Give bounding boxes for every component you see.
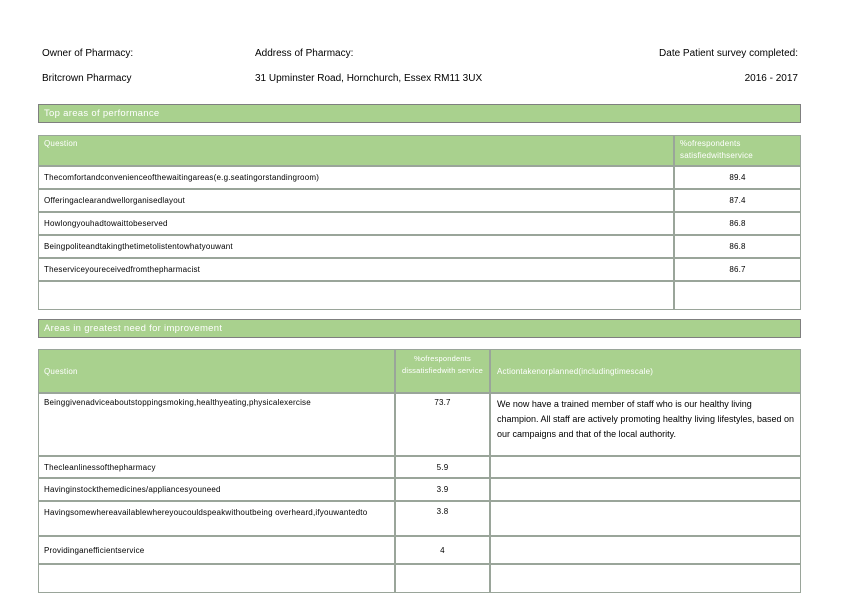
table-row-value: 89.4 <box>674 166 801 189</box>
table-row-action: We now have a trained member of staff who is our healthy living champion. All staff are actively promoting healthy living lifestyles, based on our campaigns and that of the local authority. <box>490 393 801 456</box>
table-row-action <box>490 456 801 478</box>
table-row-question: Havingsomewhereavailablewhereyoucouldspeakwithoutbeing overheard,ifyouwantedto <box>38 501 395 536</box>
table-row-value: 4 <box>395 536 490 564</box>
address-value: 31 Upminster Road, Hornchurch, Essex RM11 3UX <box>255 73 483 84</box>
owner-label: Owner of Pharmacy: <box>42 48 134 59</box>
improve-col-percent: %ofrespondents dissatisfiedwith service <box>395 349 490 393</box>
date-label: Date Patient survey completed: <box>659 48 798 59</box>
table-row-value: 3.8 <box>395 501 490 536</box>
table-row-value: 3.9 <box>395 478 490 501</box>
table-row-question: Theserviceyoureceivedfromthepharmacist <box>38 258 674 281</box>
empty-cell <box>38 564 395 593</box>
table-row-value: 86.8 <box>674 235 801 258</box>
table-row-question: Howlongyouhadtowaittobeserved <box>38 212 674 235</box>
top-col-question: Question <box>38 135 674 166</box>
owner-value: Britcrown Pharmacy <box>42 73 132 84</box>
top-areas-title: Top areas of performance <box>38 104 801 123</box>
empty-cell <box>38 281 674 310</box>
table-row-value: 86.7 <box>674 258 801 281</box>
empty-cell <box>395 564 490 593</box>
table-row-question: Thecleanlinessofthepharmacy <box>38 456 395 478</box>
table-row-question: Thecomfortandconvenienceofthewaitingareas(e.g.seatingorstandingroom) <box>38 166 674 189</box>
improvement-areas-title: Areas in greatest need for improvement <box>38 319 801 338</box>
table-row-value: 87.4 <box>674 189 801 212</box>
date-value: 2016 - 2017 <box>744 73 798 84</box>
table-row-question: Beinggivenadviceaboutstoppingsmoking,healthyeating,physicalexercise <box>38 393 395 456</box>
table-row-action <box>490 536 801 564</box>
table-row-action <box>490 501 801 536</box>
table-row-question: Providinganefficientservice <box>38 536 395 564</box>
improve-col-action: Actiontakenorplanned(includingtimescale) <box>490 349 801 393</box>
table-row-question: Offeringaclearandwellorganisedlayout <box>38 189 674 212</box>
improve-col-question: Question <box>38 349 395 393</box>
address-label: Address of Pharmacy: <box>255 48 354 59</box>
table-row-action <box>490 478 801 501</box>
table-row-value: 73.7 <box>395 393 490 456</box>
empty-cell <box>490 564 801 593</box>
table-row-value: 86.8 <box>674 212 801 235</box>
table-row-question: Beingpoliteandtakingthetimetolistentowhatyouwant <box>38 235 674 258</box>
table-row-value: 5.9 <box>395 456 490 478</box>
empty-cell <box>674 281 801 310</box>
top-col-percent: %ofrespondents satisfiedwithservice <box>674 135 801 166</box>
table-row-question: Havinginstockthemedicines/appliancesyouneed <box>38 478 395 501</box>
